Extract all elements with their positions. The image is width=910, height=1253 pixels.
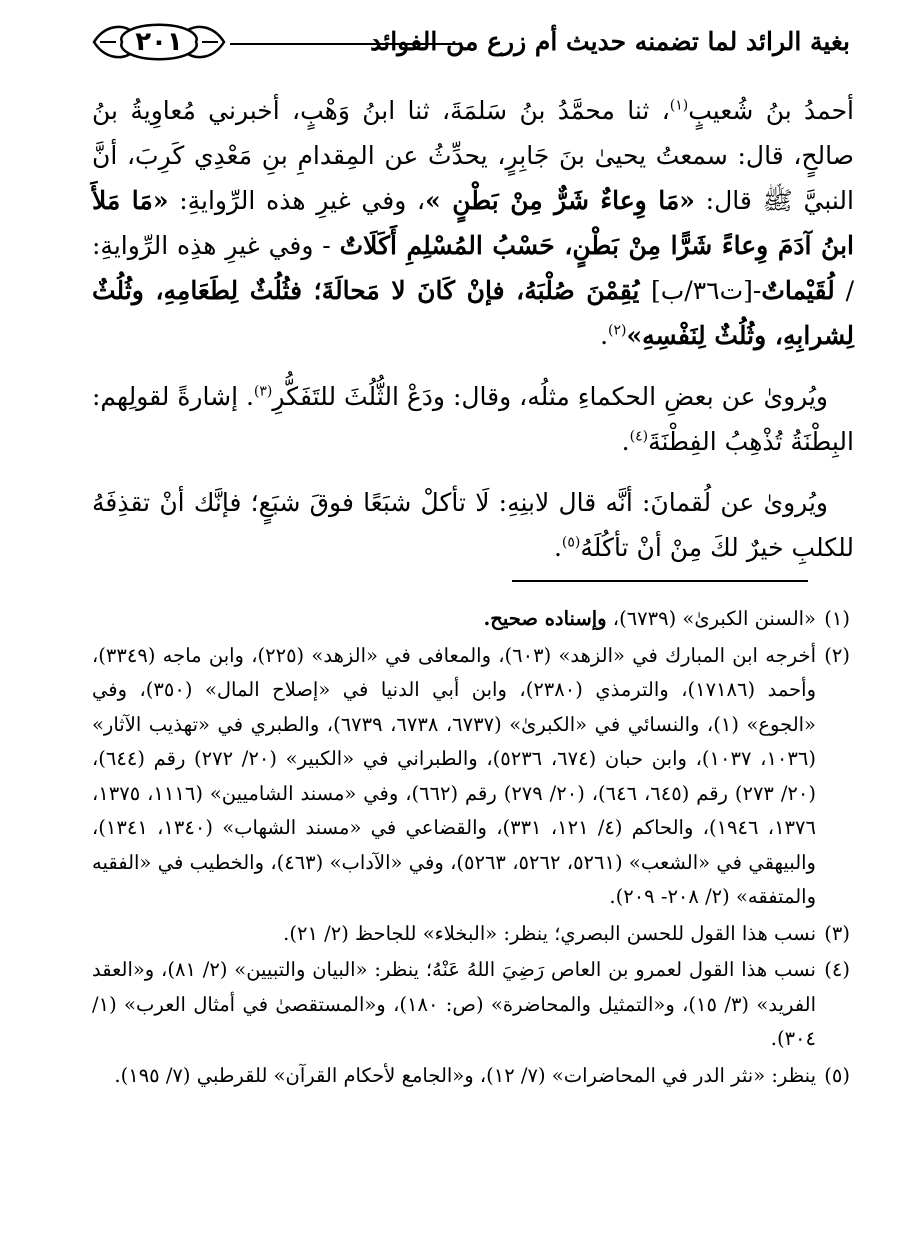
text-span: ويُروىٰ عن بعضِ الحكماءِ مثلُه، وقال: ودَعْ الثُّلُثَ للتَفَكُّرِ xyxy=(272,382,828,411)
text-span: . إشارةً لقولِهم: البِطْنَةُ تُذْهِبُ الفِطْنَةَ xyxy=(92,382,854,456)
footnote-text: نسب هذا القول للحسن البصري؛ ينظر: «البخلاء» للجاحظ (٢/ ٢١). xyxy=(283,921,816,945)
footnote-item xyxy=(92,602,850,637)
footnote-ref[interactable]: (١) xyxy=(669,97,689,114)
footnote-item xyxy=(92,917,850,952)
text-span: . xyxy=(600,321,609,350)
hadith-quote: «مَا مَلأَ ابنُ آدَمَ وِعاءً شَرًّا مِنْ بَطْنٍ، حَسْبُ المُسْلِمِ أَكَلَاتٌ xyxy=(92,186,854,260)
footnote-number: (٣) xyxy=(824,921,850,945)
paragraph-isnad xyxy=(92,88,854,358)
text-span: ، وفي غيرِ هذه الرِّوايةِ: xyxy=(168,186,426,215)
text-span: أحمدُ بنُ شُعيبٍ xyxy=(688,96,854,125)
paragraph-luqman xyxy=(92,480,854,570)
text-span: . xyxy=(553,533,562,562)
hadith-quote: يُقِمْنَ صُلْبَهُ، فإنْ كَانَ لا مَحالَةَ؛ فثُلُثٌ لِطَعَامِهِ، وثُلُثٌ لِشرابِهِ، وثُلُثٌ لِنَفْسِهِ» xyxy=(92,276,854,350)
footnote-ref[interactable]: (٤) xyxy=(629,428,649,445)
page-header xyxy=(90,18,850,70)
footnote-emphasis: وإسناده صحيح. xyxy=(483,607,607,630)
hadith-quote: لُقَيْماتٌ xyxy=(761,276,835,305)
footnote-number: (١) xyxy=(824,607,850,630)
footnote-ref[interactable]: (٥) xyxy=(561,534,581,551)
footnote-ref[interactable]: (٣) xyxy=(253,383,273,400)
footnote-text: نسب هذا القول لعمرو بن العاص رَضِيَ اللهُ عَنْهُ؛ ينظر: «البيان والتبيين» (٢/ ٨١)، و«العقد الفريد» (٣/ ١٥)، و«التمثيل والمحاضرة» (ص: ١٨٠)، و«المستقصىٰ في أمثال العرب» (١/ ٣٠٤). xyxy=(92,958,816,1050)
footnote-number: (٢) xyxy=(824,643,850,667)
paragraph-hukama xyxy=(92,374,854,464)
footnote-text: أخرجه ابن المبارك في «الزهد» (٦٠٣)، والمعافى في «الزهد» (٢٢٥)، وابن ماجه (٣٣٤٩)، وأحمد (١٧١٨٦)، والترمذي (٢٣٨٠)، وابن أبي الدنيا في «إصلاح المال» (٣٥٠)، وفي «الجوع» (١)، والنسائي في «الكبرىٰ» (٦٧٣٧، ٦٧٣٨، ٦٧٣٩)، والطبري في «تهذيب الآثار» (١٠٣٦، ١٠٣٧)، وابن حبان (٦٧٤، ٥٢٣٦)، والطبراني في «الكبير» (٢٠/ ٢٧٢) رقم (٦٤٤)، (٢٠/ ٢٧٣) رقم (٦٤٥، ٦٤٦)، (٢٠/ ٢٧٩) رقم (٦٦٢)، وفي «مسند الشاميين» (١١١٦، ١٣٧٥، ١٣٧٦، ١٩٤٦)، والحاكم (٤/ ١٢١، ٣٣١)، والقضاعي في «مسند الشهاب» (١٣٤٠، ١٣٤١)، والبيهقي في «الشعب» (٥٢٦١، ٥٢٦٢، ٥٢٦٣)، وفي «الآداب» (٤٦٣)، والخطيب في «الفقيه والمتفقه» (٢/ ٢٠٨- ٢٠٩). xyxy=(92,643,816,908)
footnote-item xyxy=(92,639,850,915)
page-number-ornament xyxy=(90,20,228,64)
text-span: ويُروىٰ عن لُقمانَ: أنَّه قال لابنِهِ: لَا تأكلْ شبَعًا فوقَ شبَعٍ؛ فإنَّك أنْ تقذِفَهُ للكلبِ خيرٌ لكَ مِنْ أنْ تأكُلَهُ xyxy=(92,488,854,562)
footnote-separator xyxy=(512,580,808,582)
main-text xyxy=(92,88,854,586)
page-number: ٢٠١ xyxy=(135,27,183,57)
manuscript-marker: -[ت٣٦/ب] xyxy=(650,276,762,305)
footnote-ref[interactable]: (٢) xyxy=(608,322,627,339)
hadith-quote: «مَا وِعاءٌ شَرٌّ مِنْ بَطْنٍ » xyxy=(425,186,695,215)
footnote-number: (٥) xyxy=(824,1063,850,1087)
running-title: بغية الرائد لما تضمنه حديث أم زرع من الفوائد xyxy=(370,27,850,56)
text-span: . xyxy=(621,427,630,456)
footnote-text: ينظر: «نثر الدر في المحاضرات» (٧/ ١٢)، و«الجامع لأحكام القرآن» للقرطبي (٧/ ١٩٥). xyxy=(114,1063,816,1087)
footnotes xyxy=(92,602,850,1095)
footnote-item xyxy=(92,1059,850,1094)
text-span: - وفي غيرِ هذِه الرِّوايةِ: / xyxy=(92,231,854,305)
footnote-text: «السنن الكبرىٰ» (٦٧٣٩)، xyxy=(606,607,816,630)
text-span: ، ثنا محمَّدُ بنُ سَلمَةَ، ثنا ابنُ وَهْبٍ، أخبرني مُعاوِيةُ بنُ صالحٍ، قال: سمعتُ يحيىٰ بنَ جَابِرٍ، يحدِّثُ عن المِقدامِ بنِ مَعْدِي كَرِبَ، أنَّ النبيَّ ﷺ قال: xyxy=(92,96,854,215)
footnote-number: (٤) xyxy=(824,958,850,981)
footnote-item xyxy=(92,953,850,1057)
